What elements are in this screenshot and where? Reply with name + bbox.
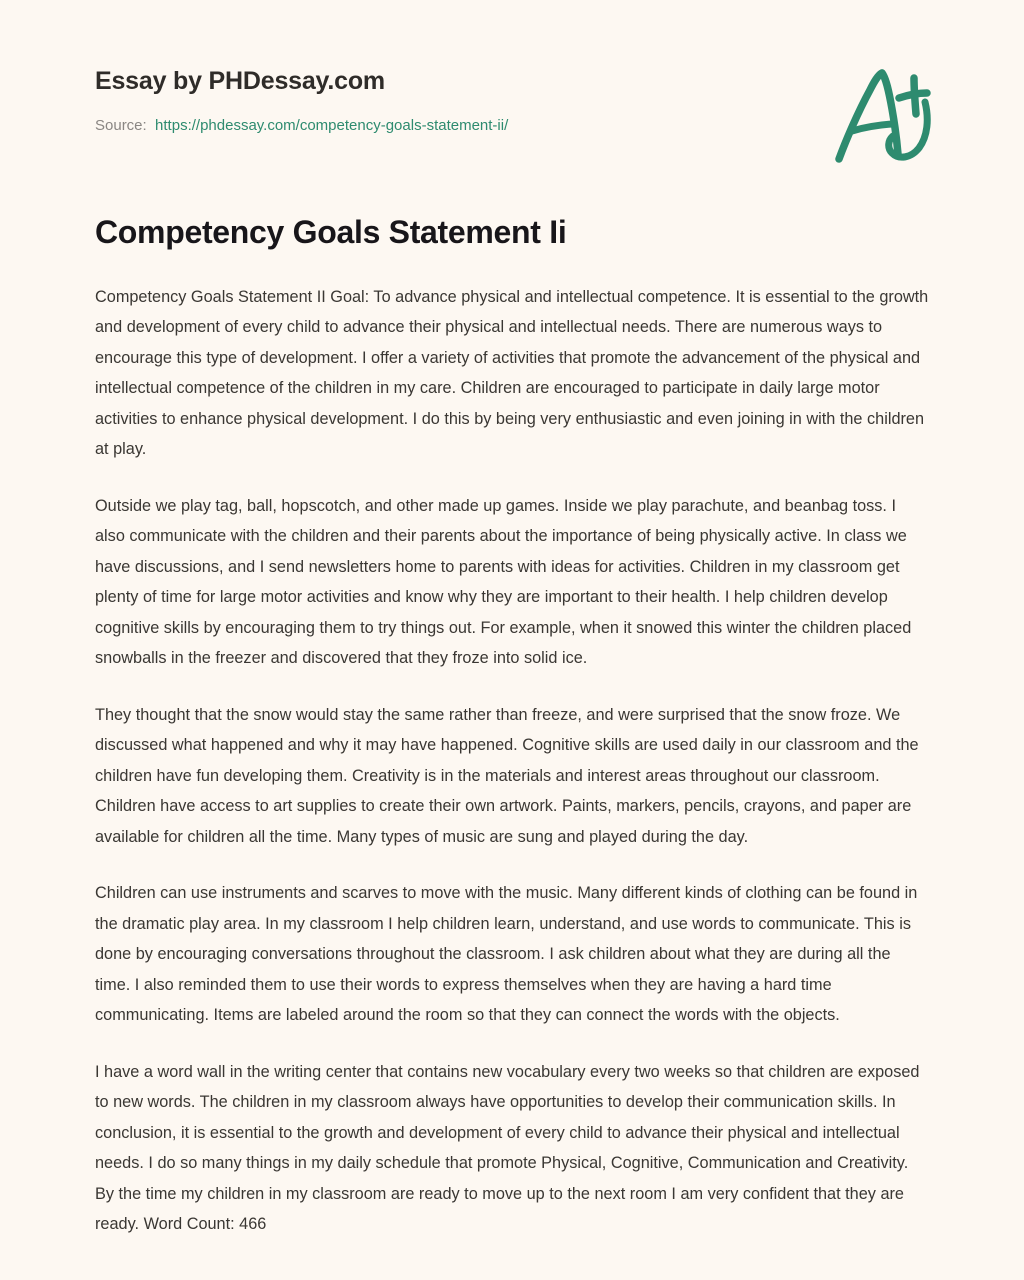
source-url-link[interactable]: https://phdessay.com/competency-goals-statement-ii/ (155, 117, 509, 134)
paragraph: I have a word wall in the writing center that contains new vocabulary every two weeks so that children are exposed to new words. The children in my classroom always have opportunities to develop their communication skills. In conclusion, it is essential to the growth and development of every child to advance their physical and intellectual needs. I do so many things in my daily schedule that promote Physical, Cognitive, Communication and Creativity. By the time my children in my classroom are ready to move up to the next room I am very confident that they are ready. Word Count: 466 (95, 1062, 920, 1233)
source-label: Source: (95, 117, 147, 134)
a-plus-logo-glyph (826, 62, 946, 170)
paragraph: Outside we play tag, ball, hopscotch, and other made up games. Inside we play parachute, and beanbag toss. I also communicate with the children and their parents about the importance of being physically active. In class we have discussions, and I send newsletters home to parents with ideas for activities. Children in my classroom get plenty of time for large motor activities and know why they are important to their health. I help children develop cognitive skills by encouraging them to try things out. For example, when it snowed this winter the children placed snowballs in the freezer and discovered that they froze into solid ice. (95, 496, 912, 667)
page-title: Competency Goals Statement Ii (95, 213, 567, 250)
essay-body (0, 252, 1024, 1280)
paragraph: They thought that the snow would stay the same rather than freeze, and were surprised that the snow froze. We discussed what happened and why it may have happened. Cognitive skills are used daily in our classroom and the children have fun developing them. Creativity is in the materials and interest areas throughout our classroom. Children have access to art supplies to create their own artwork. Paints, markers, pencils, crayons, and paper are available for children all the time. Many types of music are sung and played during the day. (95, 705, 919, 846)
source-line (95, 116, 930, 136)
phdessay-a-plus-logo-icon (826, 62, 946, 170)
brand-title: Essay by PHDessay.com (95, 67, 385, 95)
page-header (0, 0, 1024, 136)
paragraph: Competency Goals Statement II Goal: To advance physical and intellectual competence. It is essential to the growth and development of every child to advance their physical and intellectual needs. There are numerous ways to encourage this type of development. I offer a variety of activities that promote the advancement of the physical and intellectual competence of the children in my care. Children are encouraged to participate in daily large motor activities to enhance physical development. I do this by being very enthusiastic and even joining in with the children at play. (95, 287, 929, 458)
paragraph: Children can use instruments and scarves to move with the music. Many different kinds of clothing can be found in the dramatic play area. In my classroom I help children learn, understand, and use words to communicate. This is done by encouraging conversations throughout the classroom. I ask children about what they are during all the time. I also reminded them to use their words to express themselves when they are having a hard time communicating. Items are labeled around the room so that they can connect the words with the objects. (95, 884, 918, 1024)
